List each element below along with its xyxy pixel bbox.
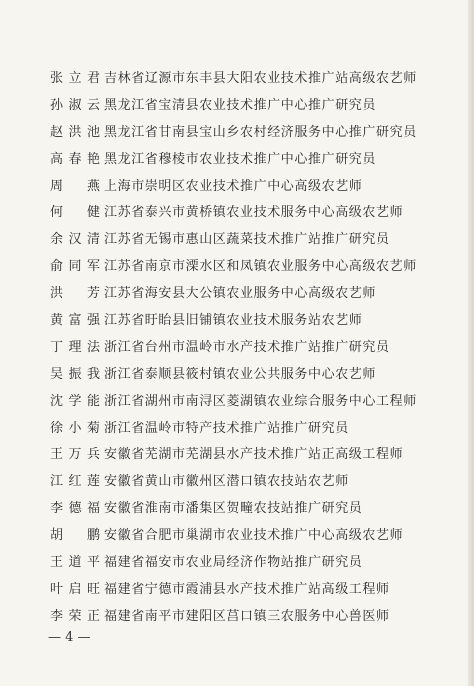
person-name: 赵洪池 [50, 124, 100, 140]
roster-row [0, 120, 474, 147]
person-name: 胡 鹏 [50, 528, 100, 544]
person-affiliation: 福建省宁德市霞浦县水产技术推广站高级工程师 [104, 581, 390, 597]
person-name: 叶启旺 [50, 581, 100, 597]
roster-row [0, 227, 474, 254]
roster-row [0, 281, 474, 308]
person-name: 沈学能 [50, 393, 100, 409]
page-number: — 4 — [48, 630, 91, 645]
roster-row [0, 469, 474, 496]
person-name: 徐小菊 [50, 420, 100, 436]
person-affiliation: 黑龙江省甘南县宝山乡农村经济服务中心推广研究员 [104, 124, 417, 140]
person-affiliation: 江苏省盱眙县旧铺镇农业技术服务站农艺师 [104, 313, 363, 329]
person-name: 王万兵 [50, 447, 100, 463]
person-name: 张立君 [50, 71, 100, 86]
roster-row [0, 200, 474, 227]
roster-row [0, 416, 474, 443]
person-affiliation: 吉林省辽源市东丰县大阳农业技术推广站高级农艺师 [104, 71, 417, 86]
roster-row [0, 577, 474, 604]
person-name: 吴振我 [50, 366, 100, 382]
person-affiliation: 江苏省无锡市惠山区蔬菜技术推广站推广研究员 [104, 232, 390, 248]
roster-row [0, 550, 474, 577]
person-name: 何 健 [50, 205, 100, 221]
roster-row [0, 389, 474, 416]
person-name: 洪 芳 [50, 286, 100, 302]
person-affiliation: 福建省南平市建阳区莒口镇三农服务中心兽医师 [104, 608, 390, 624]
person-affiliation: 江苏省海安县大公镇农业服务中心高级农艺师 [104, 286, 377, 302]
person-affiliation: 安徽省合肥市巢湖市农业技术推广中心高级农艺师 [104, 528, 404, 544]
person-affiliation: 浙江省台州市温岭市水产技术推广站推广研究员 [104, 339, 390, 355]
roster-row [0, 93, 474, 120]
person-affiliation: 福建省福安市农业局经济作物站推广研究员 [104, 555, 363, 571]
person-name: 丁理法 [50, 339, 100, 355]
person-name: 周 燕 [50, 178, 100, 194]
roster-row [0, 442, 474, 469]
person-affiliation: 江苏省南京市溧水区和凤镇农业服务中心高级农艺师 [104, 259, 417, 275]
person-name: 王道平 [50, 555, 100, 571]
roster-row [0, 335, 474, 362]
person-affiliation: 安徽省黄山市徽州区潜口镇农技站农艺师 [104, 474, 349, 490]
person-affiliation: 江苏省泰兴市黄桥镇农业技术服务中心高级农艺师 [104, 205, 404, 221]
person-affiliation: 黑龙江省宝清县农业技术推广中心推广研究员 [104, 97, 377, 113]
person-affiliation: 安徽省芜湖市芜湖县水产技术推广站正高级工程师 [104, 447, 404, 463]
person-affiliation: 上海市崇明区农业技术推广中心高级农艺师 [104, 178, 363, 194]
roster-row [0, 496, 474, 523]
roster-row [0, 147, 474, 174]
person-name: 江红莲 [50, 474, 100, 490]
person-affiliation: 浙江省泰顺县筱村镇农业公共服务中心农艺师 [104, 366, 377, 382]
person-affiliation: 浙江省湖州市南浔区菱湖镇农业综合服务中心工程师 [104, 393, 417, 409]
person-affiliation: 黑龙江省穆棱市农业技术推广中心推广研究员 [104, 151, 377, 167]
award-roster [0, 66, 474, 631]
roster-row [0, 604, 474, 631]
person-name: 李荣正 [50, 608, 100, 624]
person-affiliation: 安徽省淮南市潘集区贺疃农技站推广研究员 [104, 501, 363, 517]
person-name: 李德福 [50, 501, 100, 517]
person-name: 俞同军 [50, 259, 100, 275]
roster-row [0, 523, 474, 550]
roster-row [0, 66, 474, 93]
person-affiliation: 浙江省温岭市特产技术推广站推广研究员 [104, 420, 349, 436]
person-name: 余汉清 [50, 232, 100, 248]
roster-row [0, 174, 474, 201]
roster-row [0, 308, 474, 335]
person-name: 高春艳 [50, 151, 100, 167]
roster-row [0, 362, 474, 389]
person-name: 黄富强 [50, 313, 100, 329]
person-name: 孙淑云 [50, 97, 100, 113]
roster-row [0, 254, 474, 281]
